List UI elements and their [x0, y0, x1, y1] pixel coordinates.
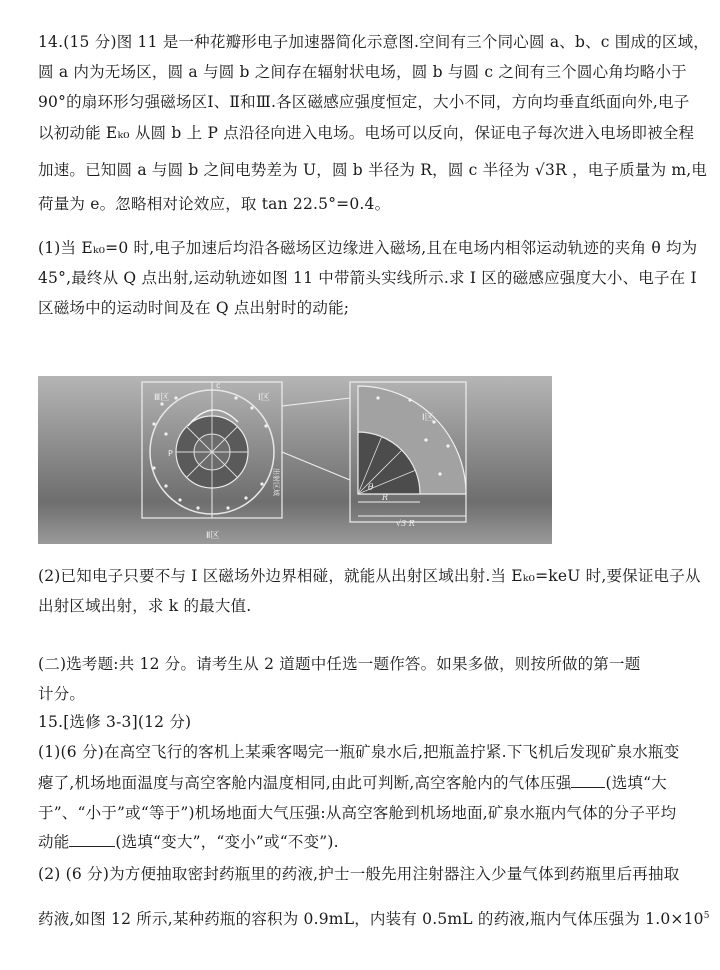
label-P: P — [168, 449, 173, 458]
label-theta: θ — [368, 483, 374, 493]
q15-1-line-4-a: 动能 — [38, 833, 70, 851]
q15-1-line-2 — [38, 773, 667, 793]
q15-2-line-2 — [38, 906, 710, 929]
q15-title: 15.[选修 3-3](12 分) — [38, 713, 192, 731]
q14-line-3: 90°的扇环形匀强磁场区Ⅰ、Ⅱ和Ⅲ.各区磁感应强度恒定，大小不同，方向均垂直纸面向外,电子 — [38, 93, 690, 111]
sqrt3r-expression: √3R — [534, 161, 567, 179]
part1-line-3: 区磁场中的运动时间及在 Q 点出射时的动能; — [38, 299, 350, 317]
radial-field-lines — [176, 416, 248, 488]
label-region-II: Ⅱ区 — [206, 531, 220, 541]
q15-2-line-1: (2) (6 分)为方便抽取密封药瓶里的药液,护士一般先用注射器注入少量气体到药瓶里后再抽取 — [38, 865, 680, 883]
q15-1-line-4 — [38, 832, 339, 852]
part1-line-1: (1)当 Eₖ₀=0 时,电子加速后均沿各磁场区边缘进入磁场,且在电场内相邻运动轨迹的夹角 θ 均为 — [38, 239, 698, 257]
elective-header-line-1: (二)选考题:共 12 分。请考生从 2 道题中任选一题作答。如果多做，则按所做的第一题 — [38, 655, 641, 673]
label-region-I-left: Ⅰ区 — [258, 393, 270, 403]
q14-line-6: 荷量为 e。忽略相对论效应，取 tan 22.5°=0.4。 — [38, 195, 391, 213]
exponent: 5 — [703, 911, 710, 921]
q14-line-5-b: ，电子质量为 m,电 — [572, 161, 708, 179]
q14-line-1: 14.(15 分)图 11 是一种花瓣形电子加速器简化示意图.空间有三个同心圆 a、b、c 围成的区域， — [38, 33, 709, 51]
q14-line-4: 以初动能 Eₖ₀ 从圆 b 上 P 点沿径向进入电场。电场可以反向，保证电子每次进入电场即被全程 — [38, 124, 695, 142]
label-region-III: Ⅲ区 — [154, 393, 170, 403]
q14-line-2: 圆 a 内为无场区，圆 a 与圆 b 之间存在辐射状电场，圆 b 与圆 c 之间有三个圆心角均略小于 — [38, 63, 687, 81]
q15-1-line-1: (1)(6 分)在高空飞行的客机上某乘客喝完一瓶矿泉水后,把瓶盖拧紧.下飞机后发现矿泉水瓶变 — [38, 743, 680, 761]
answer-blank-2[interactable] — [69, 846, 115, 847]
q15-1-line-3: 于”、“小于”或“等于”)机场地面大气压强:从高空客舱到机场地面,矿泉水瓶内气体的分子平均 — [38, 804, 677, 822]
figure-background — [38, 376, 552, 544]
figure-11 — [38, 376, 552, 544]
q15-2-line-2-a: 药液,如图 12 所示,某种药瓶的容积为 0.9mL，内装有 0.5mL 的药液,瓶内气体压强为 1.0×10 — [38, 910, 704, 929]
part2-line-2: 出射区域出射，求 k 的最大值. — [38, 597, 252, 615]
label-R: R — [382, 493, 389, 502]
part1-line-2: 45°,最终从 Q 点出射,运动轨迹如图 11 中带箭头实线所示.求 I 区的磁感应强度大小、电子在 I — [38, 269, 697, 287]
answer-blank-1[interactable] — [571, 787, 605, 788]
part2-line-1: (2)已知电子只要不与 I 区磁场外边界相碰，就能从出射区域出射.当 Eₖ₀=keU 时,要保证电子从 — [38, 567, 701, 585]
q15-1-line-4-b: (选填“变大”，“变小”或“不变”). — [115, 833, 339, 851]
label-c: c — [216, 381, 221, 390]
q14-line-5-a: 加速。已知圆 a 与圆 b 之间电势差为 U，圆 b 半径为 R，圆 c 半径为 — [38, 161, 530, 179]
label-region-I-right: Ⅰ区 — [422, 413, 434, 423]
label-exit-region: 出射区域 — [272, 468, 280, 496]
label-sqrt3R: √3 R — [396, 519, 415, 528]
q15-1-line-2-b: (选填“大 — [605, 774, 667, 792]
elective-header-line-2: 计分。 — [38, 685, 86, 703]
q15-1-line-2-a: 瘪了,机场地面温度与高空客舱内温度相同,由此可判断,高空客舱内的气体压强 — [38, 774, 572, 792]
q14-line-5 — [38, 160, 707, 180]
